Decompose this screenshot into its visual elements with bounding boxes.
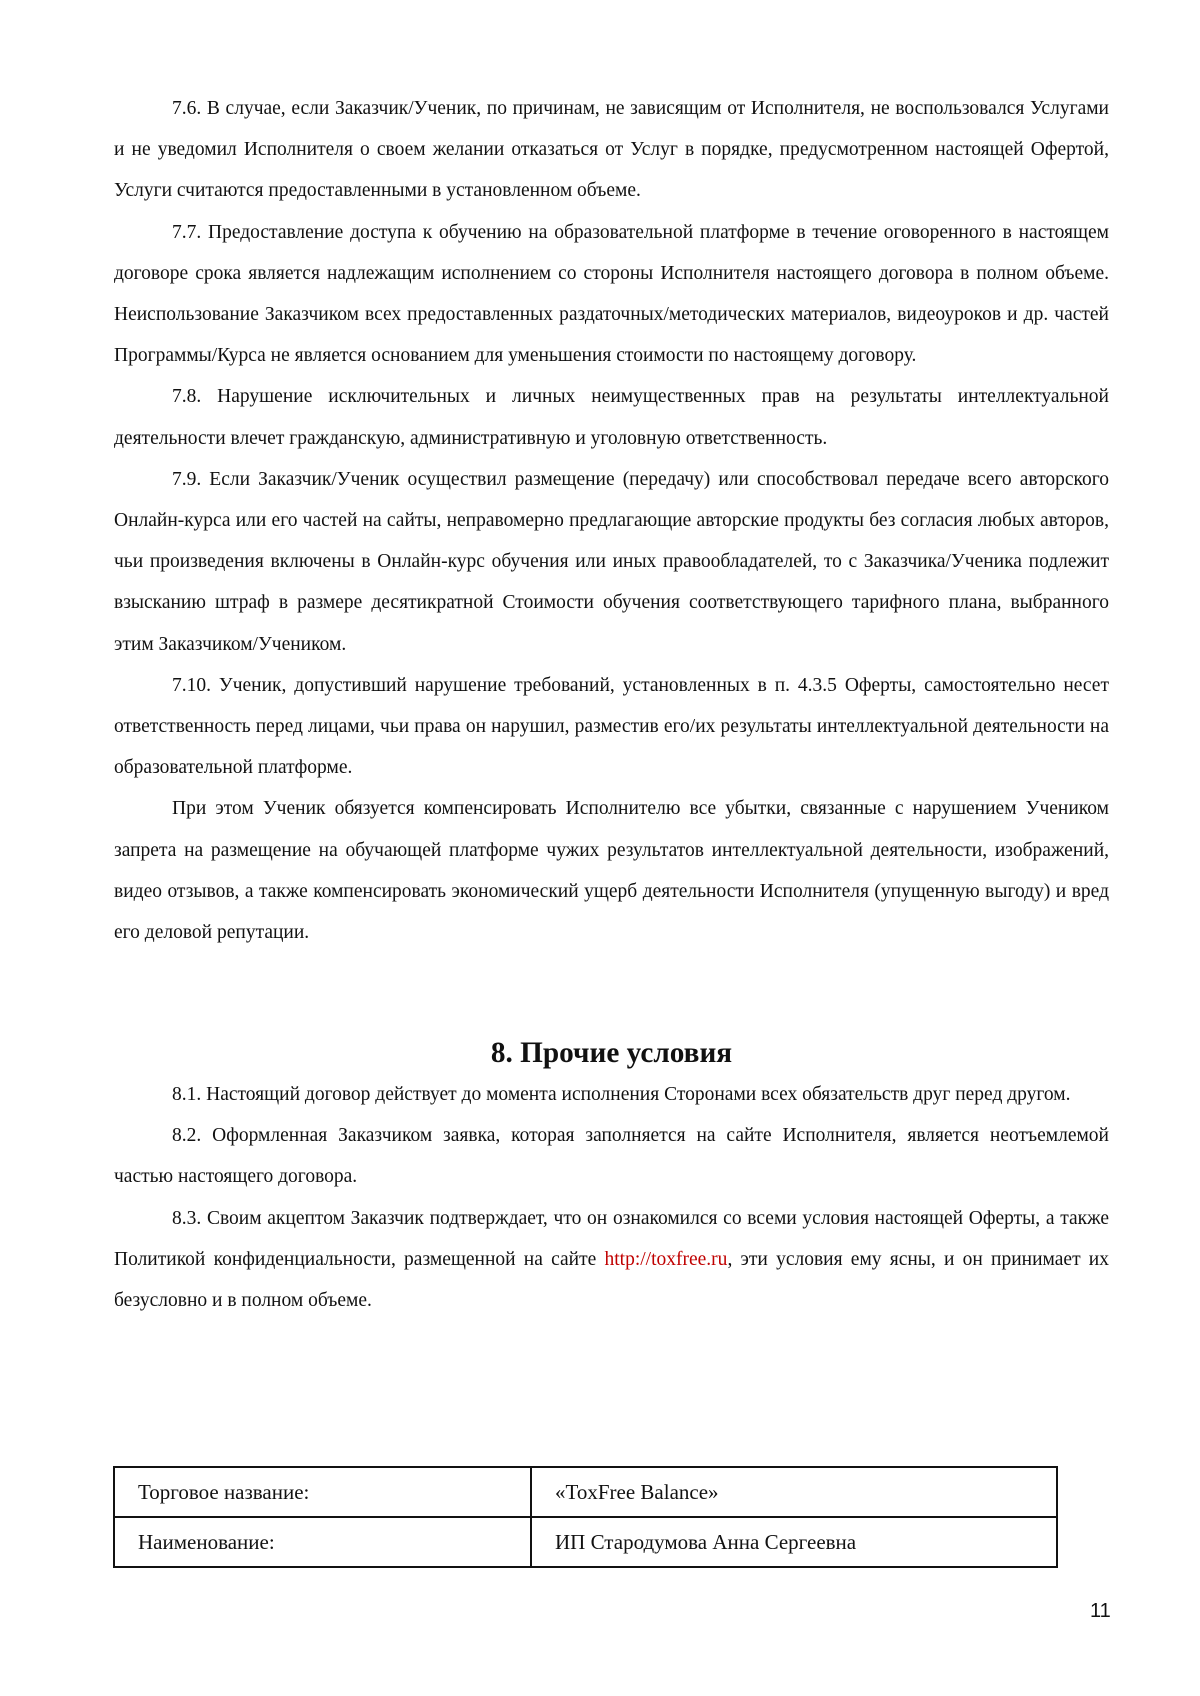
trade-name-label: Торговое название: <box>114 1467 531 1517</box>
section-8-text <box>114 1033 1109 1321</box>
paragraph-7-7: 7.7. Предоставление доступа к обучению на образовательной платформе в течение оговоренного в настоящем договоре срока является надлежащим исполнением со стороны Исполнителя настоящего договора в полном объеме. Неиспользование Заказчиком всех предоставленных раздаточных/методических материалов, видеоуроков и др. частей Программы/Курса не является основанием для уменьшения стоимости по настоящему договору. <box>114 221 1109 367</box>
paragraph-8-3 <box>114 1198 1109 1322</box>
paragraph-7-9: 7.9. Если Заказчик/Ученик осуществил размещение (передачу) или способствовал передаче всего авторского Онлайн-курса или его частей на сайты, неправомерно предлагающие авторские продукты без согласия любых авторов, чьи произведения включены в Онлайн-курс обучения или иных правообладателей, то с Заказчика/Ученика подлежит взысканию штраф в размере десятикратной Стоимости обучения соответствующего тарифного плана, выбранного этим Заказчиком/Учеником. <box>114 468 1109 655</box>
website-link[interactable]: http://toxfree.ru <box>604 1248 728 1270</box>
table-row <box>114 1467 1057 1517</box>
table-row <box>114 1517 1057 1567</box>
name-label: Наименование: <box>114 1517 531 1567</box>
paragraph-8-3-text: 8.3. Своим акцептом Заказчик подтверждает, что он ознакомился со всеми условия настоящей Оферты, а также Политикой конфиденциальности, размещенной на сайте <box>114 1207 1109 1270</box>
name-value: ИП Стародумова Анна Сергеевна <box>531 1517 1057 1567</box>
paragraph-7-6: 7.6. В случае, если Заказчик/Ученик, по причинам, не зависящим от Исполнителя, не воспользовался Услугами и не уведомил Исполнителя о своем желании отказаться от Услуг в порядке, предусмотренном настоящей Офертой, Услуги считаются предоставленными в установленном объеме. <box>114 98 1109 202</box>
paragraph-8-1: 8.1. Настоящий договор действует до момента исполнения Сторонами всех обязательств друг перед другом. <box>172 1084 1071 1105</box>
company-info-table <box>113 1466 1058 1568</box>
section-8-heading: 8. Прочие условия <box>490 1037 733 1069</box>
trade-name-value: «ToxFree Balance» <box>531 1467 1057 1517</box>
page-number: 11 <box>1090 1600 1111 1622</box>
paragraph-7-10-continued: При этом Ученик обязуется компенсировать Исполнителю все убытки, связанные с нарушением Учеником запрета на размещение на обучающей платформе чужих результатов интеллектуальной деятельности, изображений, видео отзывов, а также компенсировать экономический ущерб деятельности Исполнителя (упущенную выгоду) и вред его деловой репутации. <box>114 798 1109 944</box>
paragraph-8-2: 8.2. Оформленная Заказчиком заявка, которая заполняется на сайте Исполнителя, является неотъемлемой частью настоящего договора. <box>114 1125 1109 1188</box>
section-7-text <box>114 88 1109 953</box>
paragraph-7-10: 7.10. Ученик, допустивший нарушение требований, установленных в п. 4.3.5 Оферты, самостоятельно несет ответственность перед лицами, чьи права он нарушил, разместив его/их результаты интеллектуальной деятельности на образовательной платформе. <box>114 674 1109 779</box>
paragraph-8-3-text-end: , эти условия ему ясны, и он принимает их безусловно и в полном объеме. <box>114 1248 1109 1312</box>
paragraph-7-8: 7.8. Нарушение исключительных и личных неимущественных прав на результаты интеллектуальной деятельности влечет гражданскую, административную и уголовную ответственность. <box>114 386 1109 449</box>
